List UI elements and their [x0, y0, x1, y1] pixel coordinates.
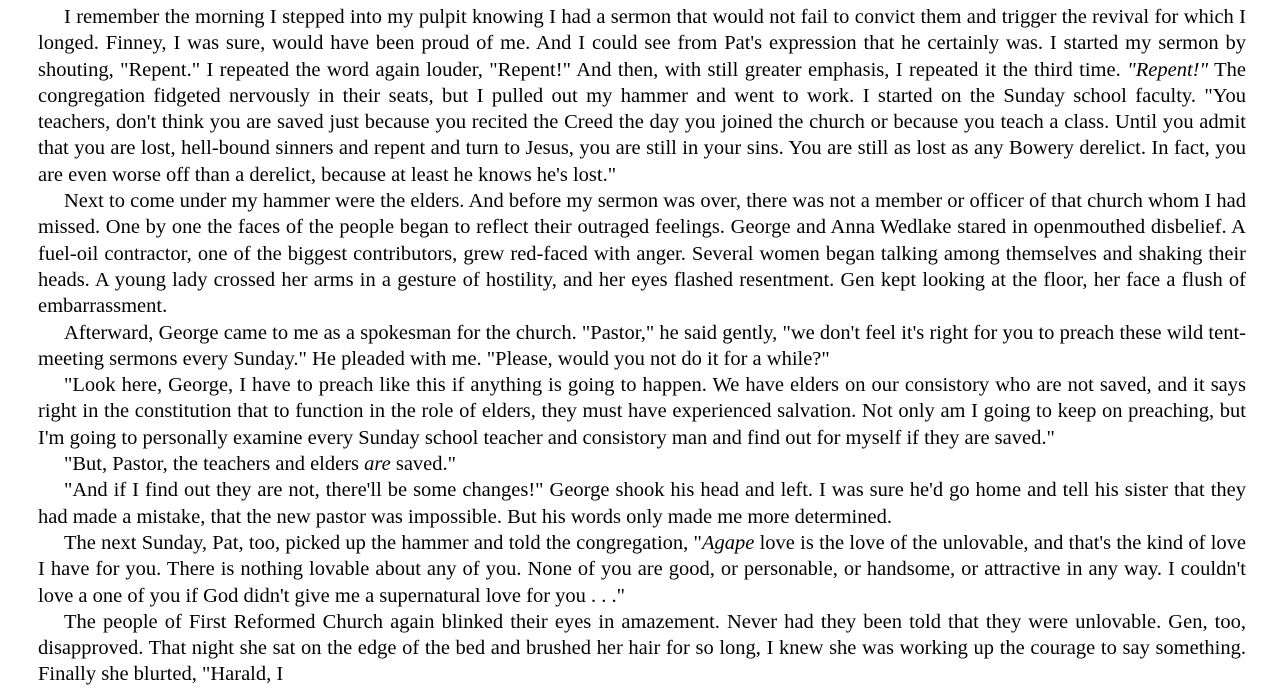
text-run: Next to come under my hammer were the elders. And before my sermon was over, there was not a member or officer of that church whom I had missed. One by one the faces of the people began to reflect their outraged feelings. George and Anna Wedlake stared in openmouthed disbelief. A fuel-oil contractor, one of the biggest contributors, grew red-faced with anger. Several women began talking among themselves and shaking their heads. A young lady crossed her arms in a gesture of hostility, and her eyes flashed resentment. Gen kept looking at the floor, her face a flush of embarrassment.: [38, 190, 1246, 318]
paragraph: [38, 372, 1246, 451]
emphasis-text: Agape: [701, 531, 755, 554]
emphasis-text: are: [364, 453, 391, 476]
text-run: Afterward, George came to me as a spokesman for the church. "Pastor," he said gently, "we don't feel it's right for you to preach these wild tent-meeting sermons every Sunday." He pleaded with me. "Please, would you not do it for a while?": [38, 321, 1246, 370]
text-run: "But, Pastor, the teachers and elders: [64, 453, 365, 476]
text-run: "Look here, George, I have to preach like this if anything is going to happen. We have elders on our consistory who are not saved, and it says right in the constitution that to function in the role of elders, they must have experienced salvation. Not only am I going to keep on preaching, but I'm going to personally examine every Sunday school teacher and consistory man and find out for myself if they are saved.": [38, 374, 1246, 449]
text-run: The people of First Reformed Church again blinked their eyes in amazement. Never had they been told that they were unlovable. Gen, too, disapproved. That night she sat on the edge of the bed and brushed her hair for so long, I knew she was working up the courage to say something. Finally she blurted, "Harald, I: [38, 610, 1246, 686]
paragraph: [38, 609, 1246, 688]
paragraph: [38, 477, 1246, 530]
text-run: I remember the morning I stepped into my pulpit knowing I had a sermon that would not fail to convict them and trigger the revival for which I longed. Finney, I was sure, would have been proud of me. And I could see from Pat's expression that he certainly was. I started my sermon by shouting, "Repent." I repeated the word again louder, "Repent!" And then, with still greater emphasis, I repeated it the third time.: [38, 6, 1246, 81]
paragraph: [38, 451, 1246, 477]
paragraph: [38, 530, 1246, 609]
paragraph: [38, 320, 1246, 373]
text-run: The congregation fidgeted nervously in their seats, but I pulled out my hammer and went to work. I started on the Sunday school faculty. "You teachers, don't think you are saved just because you recited the Creed the day you joined the church or because you teach a class. Until you admit that you are lost, hell-bound sinners and repent and turn to Jesus, you are still in your sins. You are still as lost as any Bowery derelict. In fact, you are even worse off than a derelict, because at least he knows he's lost.": [38, 58, 1246, 186]
paragraph: [38, 4, 1246, 188]
paragraph: [38, 188, 1246, 319]
text-run: The next Sunday, Pat, too, picked up the hammer and told the congregation, ": [64, 531, 702, 554]
emphasis-text: "Repent!": [1127, 58, 1209, 81]
text-run: love is the love of the unlovable, and that's the kind of love I have for you. There is nothing lovable about any of you. None of you are good, or personable, or handsome, or attractive in any way. I couldn't love a one of you if God didn't give me a supernatural love for you . . .": [38, 531, 1247, 607]
text-run: "And if I find out they are not, there'll be some changes!" George shook his head and left. I was sure he'd go home and tell his sister that they had made a mistake, that the new pastor was impossible. But his words only made me more determined.: [38, 479, 1246, 528]
document-body: [38, 4, 1246, 688]
text-run: saved.": [390, 453, 457, 476]
